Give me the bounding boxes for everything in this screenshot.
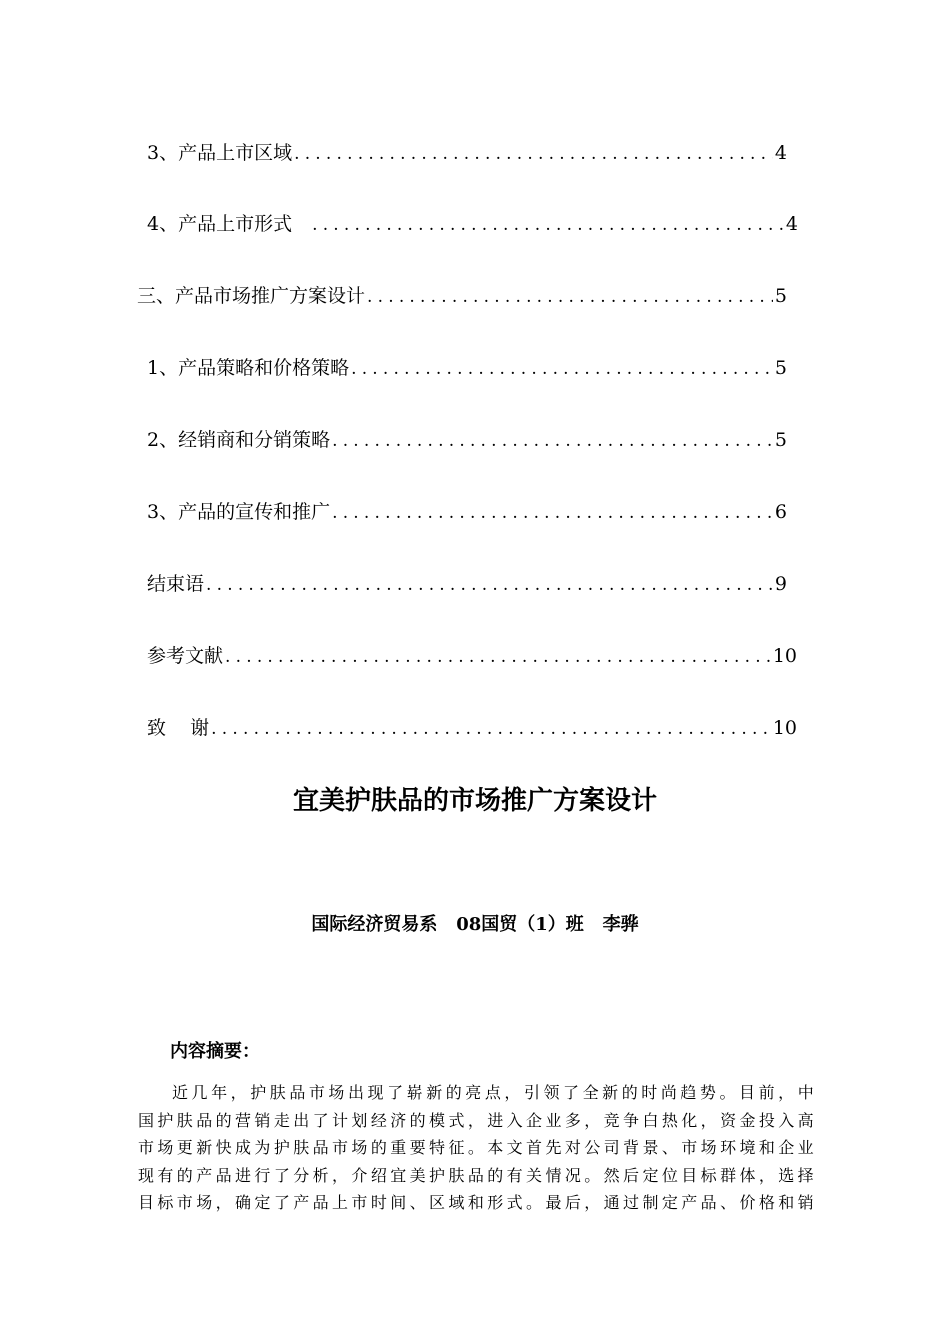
toc-entry-page: 5 — [774, 429, 787, 451]
toc-entry[interactable] — [147, 572, 787, 597]
abstract-line: 现有的产品进行了分析，介绍宜美护肤品的有关情况。然后定位目标群体，选择 — [138, 1165, 814, 1185]
toc-entry-title: 2、经销商和分销策略 — [147, 429, 331, 451]
toc-entry-title: 3、产品的宣传和推广 — [147, 501, 331, 523]
toc-entry[interactable] — [147, 500, 787, 525]
toc-entry-title: 4、产品上市形式 — [147, 213, 293, 235]
abstract-line: 市场更新快成为护肤品市场的重要特征。本文首先对公司背景、市场环境和企业 — [138, 1138, 814, 1158]
toc-entry[interactable] — [147, 428, 787, 453]
toc-leader-dots — [365, 285, 773, 309]
toc-entry[interactable] — [137, 284, 787, 309]
toc-entry-title: 结束语 — [147, 573, 205, 595]
toc-leader-dots — [292, 142, 773, 166]
toc-entry-page: 10 — [772, 645, 797, 667]
abstract-body — [138, 1079, 814, 1217]
toc-leader-dots — [223, 645, 771, 669]
abstract-line: 国护肤品的营销走出了计划经济的模式，进入企业多，竞争白热化，资金投入高 — [138, 1110, 814, 1130]
abstract-line: 近几年，护肤品市场出现了崭新的亮点，引领了全新的时尚趋势。目前，中 — [172, 1083, 814, 1102]
author-affiliation: 国际经济贸易系 08国贸（1）班 李骅 — [311, 914, 639, 935]
toc-leader-dots — [310, 213, 784, 237]
toc-leader-dots — [349, 357, 773, 381]
toc-leader-dots — [204, 573, 773, 597]
abstract-line: 目标市场，确定了产品上市时间、区域和形式。最后，通过制定产品、价格和销 — [138, 1193, 814, 1213]
toc-entry[interactable] — [147, 644, 797, 669]
toc-entry-title: 参考文献 — [147, 645, 224, 667]
toc-entry-title: 致 谢 — [147, 717, 210, 739]
toc-entry-title: 3、产品上市区域 — [147, 142, 293, 164]
toc-entry-page: 5 — [774, 285, 787, 307]
toc-entry-page: 6 — [774, 501, 787, 523]
toc-entry[interactable] — [147, 716, 797, 741]
toc-leader-dots — [330, 501, 773, 525]
toc-leader-dots — [330, 429, 773, 453]
toc-entry-page: 4 — [774, 142, 787, 164]
toc-entry-page: 9 — [774, 573, 787, 595]
document-title: 宜美护肤品的市场推广方案设计 — [292, 786, 657, 816]
toc-entry-page: 10 — [772, 717, 797, 739]
toc-entry[interactable] — [147, 141, 787, 166]
toc-entry-title: 三、产品市场推广方案设计 — [137, 285, 366, 307]
toc-entry[interactable] — [147, 212, 798, 237]
toc-leader-dots — [209, 717, 771, 741]
toc-entry-page: 4 — [785, 213, 798, 235]
toc-entry-title: 1、产品策略和价格策略 — [147, 357, 350, 379]
abstract-heading: 内容摘要： — [170, 1041, 260, 1062]
toc-entry-page: 5 — [774, 357, 787, 379]
toc-entry[interactable] — [147, 356, 787, 381]
